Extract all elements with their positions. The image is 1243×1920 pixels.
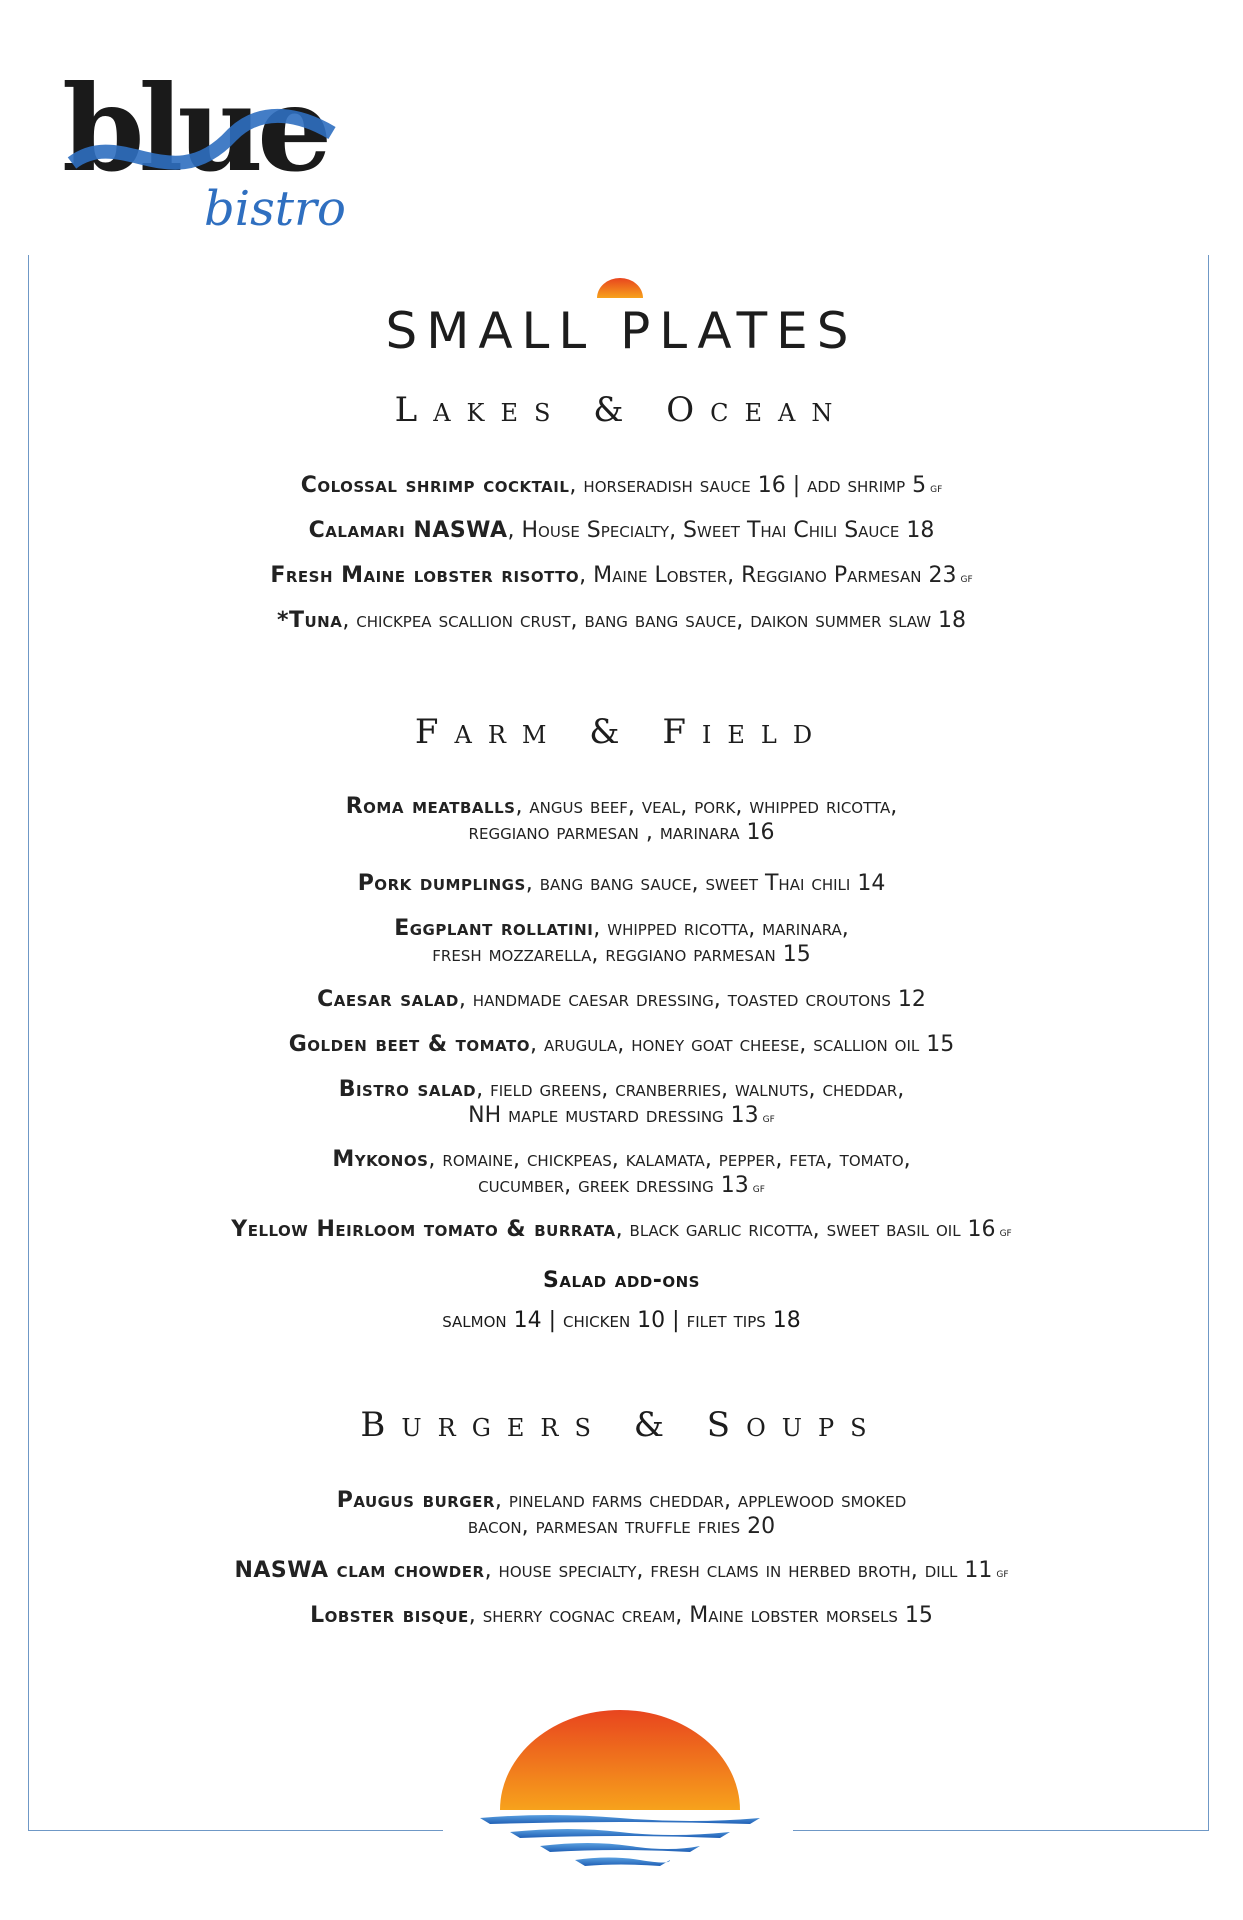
menu-item — [40, 1217, 1203, 1246]
item-name: NASWA clam chowder — [234, 1558, 485, 1583]
page-title: SMALL PLATES — [385, 302, 858, 360]
item-name: Calamari NASWA — [308, 518, 508, 543]
salad-addons-title: Salad add-ons — [543, 1268, 700, 1293]
gf-tag: gf — [930, 481, 943, 496]
item-desc: , whipped ricotta, marinara, — [593, 916, 849, 941]
item-desc-line2: NH maple mustard dressing 13 — [468, 1103, 759, 1128]
item-name: Yellow Heirloom tomato & burrata — [231, 1217, 616, 1242]
logo-graphic — [62, 55, 362, 235]
section-heading-farm-field: Farm & Field — [414, 712, 829, 752]
menu-item — [40, 1147, 1203, 1202]
frame-left-border — [28, 255, 29, 1830]
menu-item — [40, 794, 1203, 846]
sunset-water-icon — [480, 1710, 760, 1880]
blue-bistro-logo — [62, 55, 362, 235]
item-desc: , handmade caesar dressing, toasted croutons 12 — [458, 987, 926, 1012]
item-desc: , House Specialty, Sweet Thai Chili Sauce 18 — [507, 518, 935, 543]
item-name: Paugus burger — [336, 1488, 495, 1513]
menu-item — [40, 1488, 1203, 1540]
item-desc: , arugula, honey goat cheese, scallion oil 15 — [530, 1032, 955, 1057]
menu-item — [40, 987, 1203, 1013]
item-name: Bistro salad — [338, 1077, 477, 1102]
gf-tag: gf — [752, 1181, 765, 1196]
item-name: Eggplant rollatini — [394, 916, 594, 941]
menu-item — [40, 473, 1203, 502]
section-heading-burgers-soups: Burgers & Soups — [360, 1405, 883, 1445]
frame-bottom-left-border — [28, 1830, 443, 1831]
logo-script: bistro — [204, 181, 346, 237]
item-desc: , angus beef, veal, pork, whipped ricotta, — [515, 794, 898, 819]
menu-item — [40, 1032, 1203, 1058]
item-desc: , pineland farms cheddar, applewood smoked — [494, 1488, 907, 1513]
menu-item — [40, 1077, 1203, 1132]
menu-item — [40, 1603, 1203, 1629]
logo-word: blue — [62, 59, 327, 198]
gf-tag: gf — [762, 1111, 775, 1126]
section-heading-lakes-ocean: Lakes & Ocean — [394, 390, 849, 430]
item-name: Fresh Maine lobster risotto — [270, 563, 580, 588]
gf-tag: gf — [960, 571, 973, 586]
item-desc-line2: bacon, parmesan truffle fries 20 — [467, 1514, 776, 1539]
item-name: Pork dumplings — [357, 871, 526, 896]
item-desc: , horseradish sauce 16 | add shrimp 5 — [569, 473, 927, 498]
menu-item — [40, 563, 1203, 592]
item-desc: , bang bang sauce, sweet Thai chili 14 — [525, 871, 886, 896]
gf-tag: gf — [996, 1566, 1009, 1581]
item-desc: , field greens, cranberries, walnuts, cheddar, — [476, 1077, 905, 1102]
item-name: Colossal shrimp cocktail — [300, 473, 570, 498]
item-desc-line2: reggiano parmesan , marinara 16 — [468, 820, 775, 845]
salad-addons-list: salmon 14 | chicken 10 | filet tips 18 — [442, 1308, 801, 1333]
item-desc: , sherry cognac cream, Maine lobster morsels 15 — [468, 1603, 933, 1628]
menu-item — [40, 916, 1203, 968]
item-name: Golden beet & tomato — [288, 1032, 531, 1057]
item-desc-line2: fresh mozzarella, reggiano parmesan 15 — [432, 942, 811, 967]
frame-right-border — [1208, 255, 1209, 1830]
menu-item — [40, 1558, 1203, 1587]
item-name: Mykonos — [332, 1147, 429, 1172]
small-sun-icon — [597, 278, 643, 300]
item-desc-line2: cucumber, greek dressing 13 — [478, 1173, 749, 1198]
item-name: Roma meatballs — [345, 794, 516, 819]
item-desc: , Maine Lobster, Reggiano Parmesan 23 — [579, 563, 957, 588]
item-name: Caesar salad — [317, 987, 459, 1012]
item-name: Lobster bisque — [310, 1603, 469, 1628]
gf-tag: gf — [999, 1225, 1012, 1240]
frame-bottom-right-border — [793, 1830, 1209, 1831]
menu-item — [40, 518, 1203, 544]
menu-item — [40, 871, 1203, 897]
item-desc: , house specialty, fresh clams in herbed broth, dill 11 — [484, 1558, 993, 1583]
menu-item — [40, 608, 1203, 634]
item-desc: , black garlic ricotta, sweet basil oil 16 — [615, 1217, 996, 1242]
item-name: *Tuna — [276, 608, 343, 633]
item-desc: , chickpea scallion crust, bang bang sauce, daikon summer slaw 18 — [342, 608, 967, 633]
item-desc: , romaine, chickpeas, kalamata, pepper, feta, tomato, — [428, 1147, 911, 1172]
